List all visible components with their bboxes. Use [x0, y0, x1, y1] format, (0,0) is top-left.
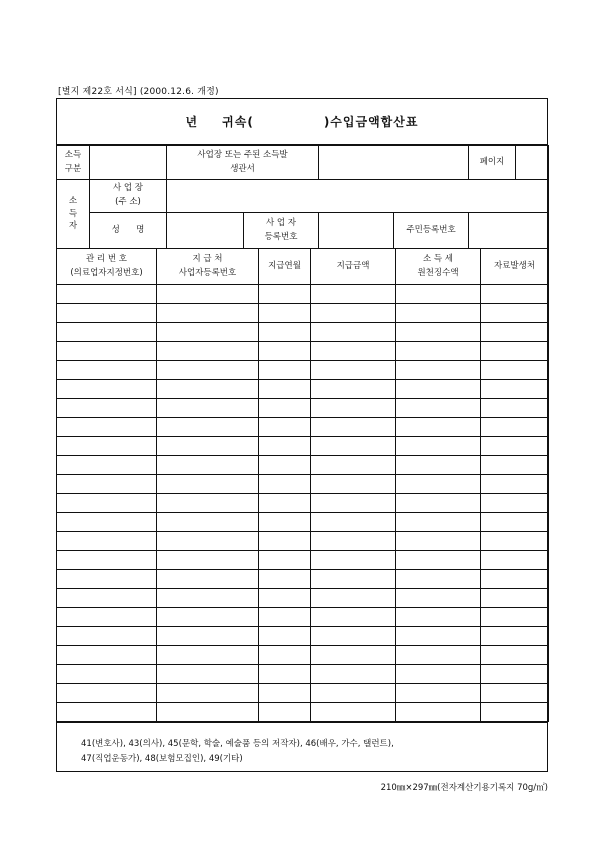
table-cell[interactable] [57, 646, 157, 665]
table-cell[interactable] [396, 399, 481, 418]
table-row [57, 361, 549, 380]
table-cell[interactable] [157, 494, 259, 513]
resident-reg-label: 주민등록번호 [394, 213, 469, 249]
table-cell[interactable] [481, 285, 549, 304]
table-cell[interactable] [311, 456, 396, 475]
table-cell[interactable] [57, 532, 157, 551]
page-field[interactable] [516, 146, 549, 180]
table-cell[interactable] [311, 475, 396, 494]
title-suffix: )수입금액합산표 [323, 114, 419, 129]
table-cell[interactable] [157, 608, 259, 627]
tax-office-label: 사업장 또는 주된 소득발 생관서 [167, 146, 319, 180]
table-cell[interactable] [311, 532, 396, 551]
table-row [57, 456, 549, 475]
table-cell[interactable] [396, 475, 481, 494]
table-row [57, 475, 549, 494]
table-row [57, 570, 549, 589]
table-cell[interactable] [481, 342, 549, 361]
table-cell[interactable] [157, 456, 259, 475]
table-cell[interactable] [57, 437, 157, 456]
table-cell[interactable] [259, 665, 311, 684]
table-cell[interactable] [259, 342, 311, 361]
table-cell[interactable] [259, 304, 311, 323]
table-row [57, 627, 549, 646]
table-cell[interactable] [481, 437, 549, 456]
income-type-label: 소득 구분 [57, 146, 90, 180]
table-cell[interactable] [481, 703, 549, 722]
table-cell[interactable] [481, 551, 549, 570]
table-cell[interactable] [396, 646, 481, 665]
table-row [57, 380, 549, 399]
table-row [57, 399, 549, 418]
table-cell[interactable] [57, 285, 157, 304]
table-cell[interactable] [396, 380, 481, 399]
title-attribution: 귀속( [222, 114, 254, 129]
table-cell[interactable] [157, 570, 259, 589]
table-cell[interactable] [311, 703, 396, 722]
table-cell[interactable] [57, 342, 157, 361]
table-cell[interactable] [259, 551, 311, 570]
table-cell[interactable] [157, 304, 259, 323]
table-cell[interactable] [396, 513, 481, 532]
table-cell[interactable] [481, 323, 549, 342]
table-row [57, 494, 549, 513]
table-cell[interactable] [57, 323, 157, 342]
workplace-label: 사 업 장 (주 소) [90, 180, 167, 213]
table-cell[interactable] [396, 627, 481, 646]
tax-office-field[interactable] [319, 146, 469, 180]
table-cell[interactable] [259, 570, 311, 589]
table-cell[interactable] [481, 608, 549, 627]
table-cell[interactable] [311, 627, 396, 646]
table-cell[interactable] [259, 285, 311, 304]
table-cell[interactable] [259, 684, 311, 703]
biz-reg-field[interactable] [319, 213, 394, 249]
name-label: 성 명 [90, 213, 167, 249]
table-cell[interactable] [57, 608, 157, 627]
table-cell[interactable] [311, 684, 396, 703]
table-cell[interactable] [481, 627, 549, 646]
table-cell[interactable] [57, 475, 157, 494]
table-cell[interactable] [57, 456, 157, 475]
table-cell[interactable] [259, 437, 311, 456]
table-cell[interactable] [311, 513, 396, 532]
table-cell[interactable] [311, 589, 396, 608]
table-cell[interactable] [311, 551, 396, 570]
table-cell[interactable] [396, 342, 481, 361]
table-row [57, 608, 549, 627]
biz-reg-label: 사 업 자 등록번호 [244, 213, 319, 249]
header-withholding: 소 득 세 원천징수액 [396, 249, 481, 285]
table-cell[interactable] [396, 684, 481, 703]
table-cell[interactable] [157, 589, 259, 608]
table-row [57, 646, 549, 665]
table-cell[interactable] [57, 627, 157, 646]
table-cell[interactable] [157, 342, 259, 361]
table-cell[interactable] [157, 703, 259, 722]
table-row [57, 513, 549, 532]
table-cell[interactable] [311, 494, 396, 513]
table-cell[interactable] [481, 418, 549, 437]
table-cell[interactable] [481, 304, 549, 323]
header-pay-amount: 지급금액 [311, 249, 396, 285]
table-cell[interactable] [57, 703, 157, 722]
table-cell[interactable] [57, 418, 157, 437]
info-table [56, 145, 549, 249]
table-cell[interactable] [57, 513, 157, 532]
table-cell[interactable] [157, 475, 259, 494]
table-cell[interactable] [57, 304, 157, 323]
table-cell[interactable] [259, 475, 311, 494]
table-cell[interactable] [481, 361, 549, 380]
table-cell[interactable] [311, 665, 396, 684]
name-field[interactable] [167, 213, 244, 249]
table-row [57, 323, 549, 342]
table-cell[interactable] [481, 475, 549, 494]
table-cell[interactable] [396, 285, 481, 304]
table-cell[interactable] [396, 323, 481, 342]
table-cell[interactable] [481, 570, 549, 589]
table-cell[interactable] [481, 513, 549, 532]
footnote-line-2: 47(직업운동가), 48(보험모집인), 49(기타) [81, 753, 243, 764]
table-row [57, 418, 549, 437]
workplace-field[interactable] [167, 180, 549, 213]
table-cell[interactable] [259, 323, 311, 342]
table-cell[interactable] [259, 627, 311, 646]
paper-spec: 210㎜×297㎜(전자계산기용기록지 70g/㎡) [380, 783, 548, 793]
header-source: 자료발생처 [481, 249, 549, 285]
table-cell[interactable] [259, 494, 311, 513]
table-cell[interactable] [157, 513, 259, 532]
table-cell[interactable] [396, 551, 481, 570]
table-cell[interactable] [311, 323, 396, 342]
table-cell[interactable] [259, 399, 311, 418]
earner-label: 소 득 자 [57, 180, 90, 249]
table-cell[interactable] [157, 285, 259, 304]
table-cell[interactable] [157, 646, 259, 665]
header-pay-month: 지급연월 [259, 249, 311, 285]
table-cell[interactable] [311, 399, 396, 418]
title-year: 년 [185, 114, 199, 129]
table-cell[interactable] [57, 494, 157, 513]
table-cell[interactable] [157, 684, 259, 703]
table-cell[interactable] [396, 361, 481, 380]
table-cell[interactable] [481, 494, 549, 513]
table-cell[interactable] [481, 532, 549, 551]
table-cell[interactable] [311, 342, 396, 361]
table-cell[interactable] [396, 665, 481, 684]
table-cell[interactable] [157, 361, 259, 380]
table-cell[interactable] [57, 665, 157, 684]
table-cell[interactable] [311, 380, 396, 399]
table-row [57, 532, 549, 551]
table-cell[interactable] [481, 684, 549, 703]
table-cell[interactable] [311, 418, 396, 437]
table-cell[interactable] [481, 456, 549, 475]
table-row [57, 703, 549, 722]
table-cell[interactable] [259, 703, 311, 722]
table-cell[interactable] [57, 570, 157, 589]
table-cell[interactable] [259, 380, 311, 399]
table-cell[interactable] [259, 418, 311, 437]
footnote [56, 722, 548, 772]
table-cell[interactable] [311, 437, 396, 456]
form-label: [별지 제22호 서식] (2000.12.6. 개정) [58, 87, 219, 97]
table-cell[interactable] [57, 589, 157, 608]
table-cell[interactable] [157, 418, 259, 437]
table-cell[interactable] [311, 646, 396, 665]
table-cell[interactable] [481, 665, 549, 684]
table-cell[interactable] [481, 399, 549, 418]
table-cell[interactable] [259, 456, 311, 475]
table-cell[interactable] [57, 551, 157, 570]
table-cell[interactable] [157, 323, 259, 342]
income-type-field[interactable] [90, 146, 167, 180]
table-cell[interactable] [259, 513, 311, 532]
table-cell[interactable] [259, 361, 311, 380]
table-cell[interactable] [481, 380, 549, 399]
form-title [56, 98, 548, 145]
table-cell[interactable] [259, 646, 311, 665]
table-cell[interactable] [311, 608, 396, 627]
table-cell[interactable] [481, 589, 549, 608]
table-row [57, 437, 549, 456]
table-cell[interactable] [396, 589, 481, 608]
table-cell[interactable] [396, 570, 481, 589]
table-cell[interactable] [57, 361, 157, 380]
table-cell[interactable] [259, 532, 311, 551]
table-cell[interactable] [57, 684, 157, 703]
table-cell[interactable] [57, 399, 157, 418]
table-row [57, 665, 549, 684]
table-cell[interactable] [311, 304, 396, 323]
table-cell[interactable] [157, 380, 259, 399]
table-cell[interactable] [311, 285, 396, 304]
table-cell[interactable] [396, 494, 481, 513]
table-cell[interactable] [396, 532, 481, 551]
table-cell[interactable] [396, 608, 481, 627]
table-cell[interactable] [157, 532, 259, 551]
table-cell[interactable] [396, 418, 481, 437]
resident-reg-field[interactable] [469, 213, 549, 249]
table-row [57, 684, 549, 703]
table-cell[interactable] [311, 570, 396, 589]
footnote-line-1: 41(변호사), 43(의사), 45(문학, 학술, 예술품 등의 저작자), 46(배우, 가수, 탤런트), [81, 739, 394, 749]
table-cell[interactable] [57, 380, 157, 399]
table-cell[interactable] [259, 589, 311, 608]
table-cell[interactable] [396, 703, 481, 722]
data-table [56, 248, 549, 722]
table-cell[interactable] [396, 304, 481, 323]
table-row [57, 551, 549, 570]
page-label: 페이지 [469, 146, 516, 180]
table-row [57, 342, 549, 361]
table-cell[interactable] [157, 627, 259, 646]
table-cell[interactable] [157, 437, 259, 456]
table-row [57, 285, 549, 304]
table-cell[interactable] [396, 437, 481, 456]
table-cell[interactable] [157, 399, 259, 418]
table-cell[interactable] [481, 646, 549, 665]
header-mgmt-no: 관 리 번 호 (의료업자지정번호) [57, 249, 157, 285]
header-payer-biz-no: 지 급 처 사업자등록번호 [157, 249, 259, 285]
table-cell[interactable] [259, 608, 311, 627]
table-row [57, 589, 549, 608]
table-row [57, 304, 549, 323]
table-cell[interactable] [157, 551, 259, 570]
table-cell[interactable] [157, 665, 259, 684]
table-cell[interactable] [311, 361, 396, 380]
table-cell[interactable] [396, 456, 481, 475]
